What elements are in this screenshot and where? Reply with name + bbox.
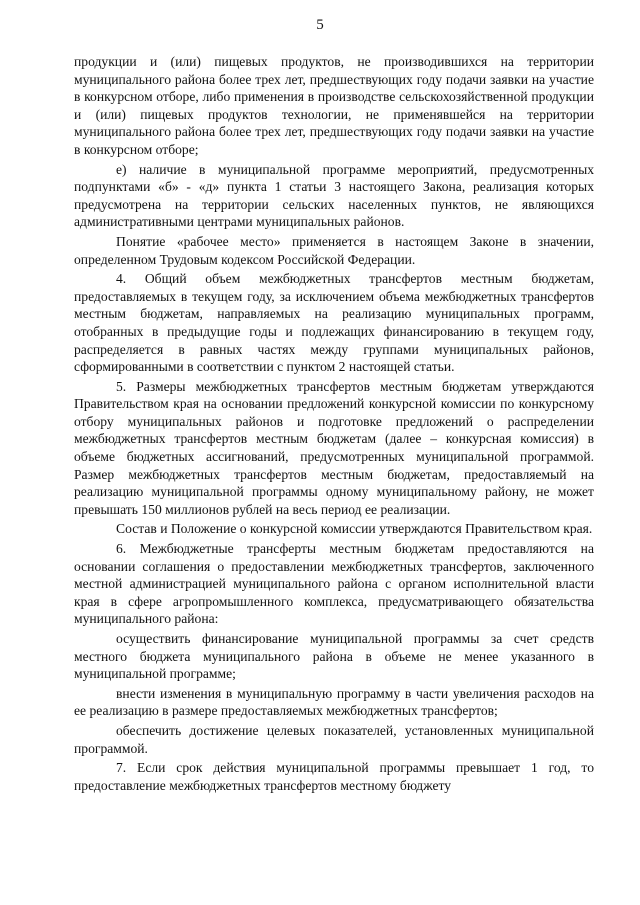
page-number: 5 [316,17,324,33]
paragraph-2: е) наличие в муниципальной программе мероприятий, предусмотренных подпунктами «б» - «д» пункта 1 статьи 3 настоящего Закона, реализация которых предусмотрена на территории сельских населенных пунктов, не являющихся административными центрами муниципальных районов. [74,161,594,230]
paragraph-3: Понятие «рабочее место» применяется в настоящем Законе в значении, определенном Трудовым кодексом Российской Федерации. [74,233,594,267]
paragraph-9: внести изменения в муниципальную программу в части увеличения расходов на ее реализацию в размере предоставляемых межбюджетных трансфертов; [74,685,594,719]
paragraph-5: 5. Размеры межбюджетных трансфертов местным бюджетам утверждаются Правительством края на основании предложений конкурсной комиссии по конкурсному отбору муниципальных районов и подготовке предложений о распределении межбюджетных трансфертов местным бюджетам (далее – конкурсная комиссия) в объеме бюджетных ассигнований, предусмотренных муниципальной программой. Размер межбюджетных трансфертов местным бюджетам, предоставляемый на реализацию муниципальной программы одному муниципальному району, не может превышать 150 миллионов рублей на весь период ее реализации. [74,378,594,517]
paragraph-4: 4. Общий объем межбюджетных трансфертов местным бюджетам, предоставляемых в текущем году, за исключением объема межбюджетных трансфертов местным бюджетам, направляемых на реализацию муниципальных программ, отобранных в предыдущие годы и подлежащих финансированию в текущем году, распределяется в равных частях между группами муниципальных районов, сформированными в соответствии с пунктом 2 настоящей статьи. [74,271,594,375]
paragraph-8: осуществить финансирование муниципальной программы за счет средств местного бюджета муниципального района в объеме не менее указанного в муниципальной программе; [74,631,594,682]
paragraph-10: обеспечить достижение целевых показателей, установленных муниципальной программой. [74,722,594,756]
paragraph-1: продукции и (или) пищевых продуктов, не производившихся на территории муниципального района более трех лет, предшествующих году подачи заявки на участие в конкурсном отборе, либо применения в производстве сельскохозяйственной продукции и (или) пищевых продуктов технологии, не применявшейся на территории муниципального района более трех лет, предшествующих году подачи заявки на участие в конкурсном отборе; [74,54,594,157]
paragraph-11: 7. Если срок действия муниципальной программы превышает 1 год, то предоставление межбюджетных трансфертов местному бюджету [74,760,594,793]
paragraph-6: Состав и Положение о конкурсной комиссии утверждаются Правительством края. [116,521,593,537]
document-body [74,53,594,794]
paragraph-7: 6. Межбюджетные трансферты местным бюджетам предоставляются на основании соглашения о предоставлении межбюджетных трансфертов, заключенного местной администрацией муниципального района с органом исполнительной власти края в сфере агропромышленного комплекса, предусматривающего обязательства муниципального района: [74,541,594,627]
